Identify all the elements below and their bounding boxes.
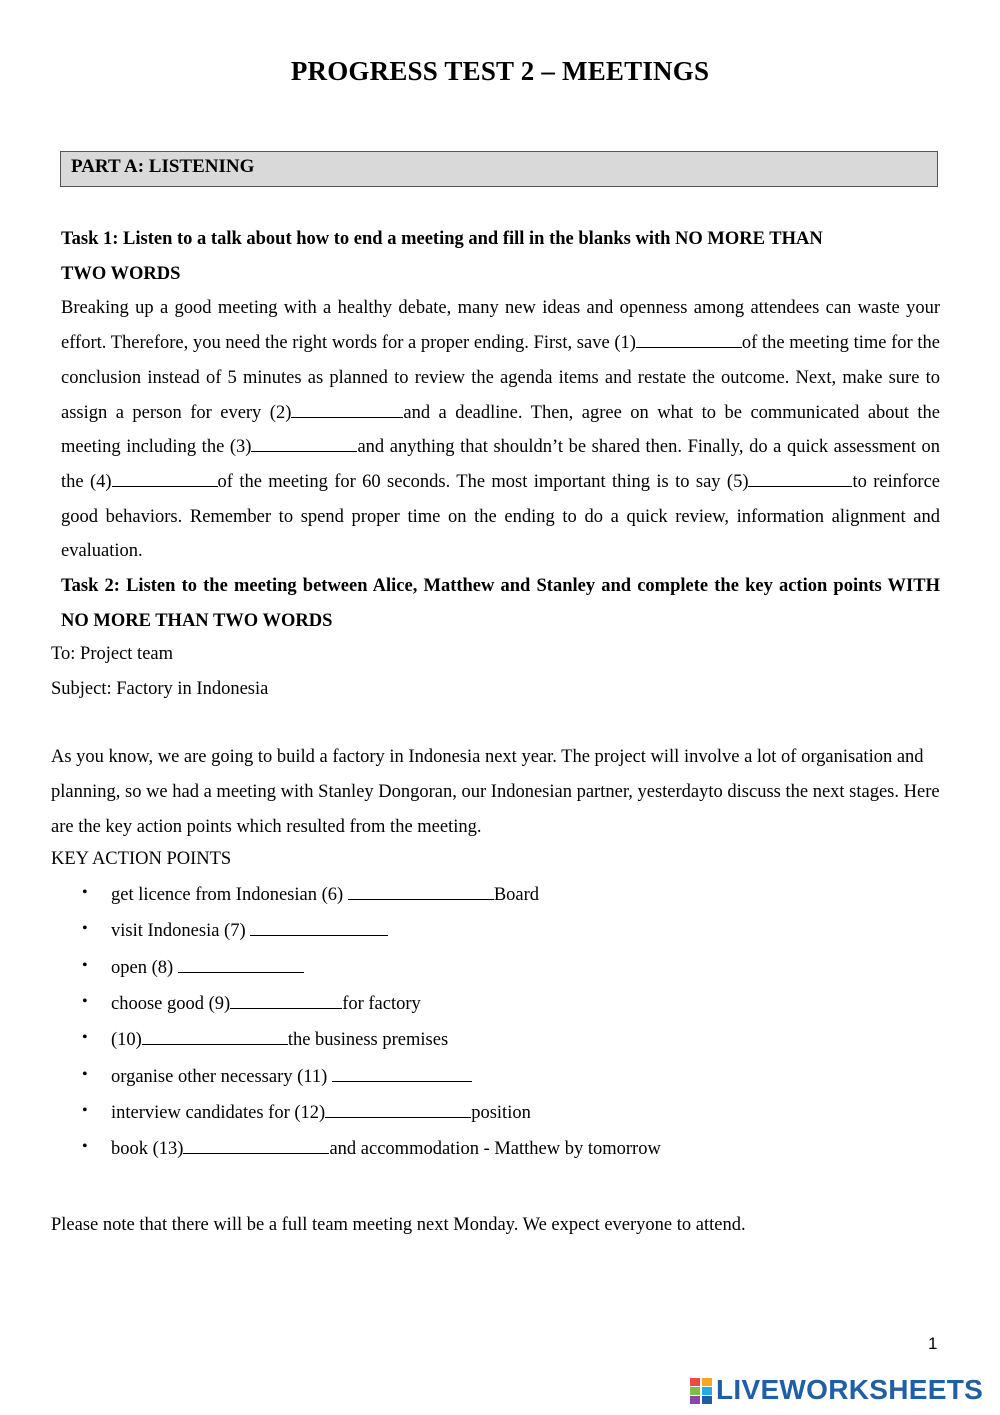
bullet-icon: • xyxy=(82,1138,88,1155)
part-a-label: PART A: LISTENING xyxy=(71,156,255,177)
memo-intro: As you know, we are going to build a factory in Indonesia next year. The project will involve a lot of organisation and planning, so we had a meeting with Stanley Dongoran, our Indonesian partner, yesterdayto discuss the next stages. Here are the key action points which resulted from the meeting. xyxy=(51,747,940,837)
blank-4[interactable] xyxy=(112,471,218,487)
blank-6[interactable] xyxy=(348,884,494,900)
task1-heading xyxy=(61,222,940,291)
bullet-icon: • xyxy=(82,920,88,937)
blank-7[interactable] xyxy=(250,920,388,936)
item-text: open (8) xyxy=(111,958,178,978)
item-text: get licence from Indonesian (6) xyxy=(111,885,348,905)
bullet-icon: • xyxy=(82,884,88,901)
task1-text-3: and a deadline. Then, agree on what to be communicated about the meeting including the (3) xyxy=(61,402,940,458)
item-text: position xyxy=(471,1103,531,1123)
task1-paragraph xyxy=(61,291,940,569)
task1-heading-line2: TWO WORDS xyxy=(61,263,181,284)
item-text: for factory xyxy=(342,994,421,1014)
blank-10[interactable] xyxy=(142,1029,288,1045)
item-text: the business premises xyxy=(287,1030,449,1050)
memo-subject: Subject: Factory in Indonesia xyxy=(51,679,269,699)
blank-12[interactable] xyxy=(325,1102,471,1118)
task1-heading-line1: Task 1: Listen to a talk about how to end a meeting and fill in the blanks with NO MORE THAN xyxy=(61,229,823,249)
item-text: visit Indonesia (7) xyxy=(111,921,251,941)
bullet-icon: • xyxy=(82,1066,88,1083)
key-action-points-label: KEY ACTION POINTS xyxy=(51,849,232,869)
item-text: interview candidates for (12) xyxy=(111,1103,326,1123)
task1-text-6: to reinforce good behaviors. Remember to spend proper time on the ending to do a quick review, information alignment and evaluation. xyxy=(61,471,940,562)
liveworksheets-logo-icon xyxy=(690,1378,712,1404)
task1-text-4: and anything that shouldn’t be shared then. Finally, do a quick assessment on the (4) xyxy=(61,437,940,492)
part-a-header xyxy=(60,151,938,187)
task1-section xyxy=(61,222,940,569)
bullet-icon: • xyxy=(82,993,88,1010)
task1-text-1: Breaking up a good meeting with a healthy debate, many new ideas and openness among attendees can waste your effort. Therefore, you need the right words for a proper ending. First, save (1) xyxy=(61,298,940,354)
blank-13[interactable] xyxy=(183,1138,329,1154)
blank-9[interactable] xyxy=(230,993,342,1009)
item-text: book (13) xyxy=(111,1139,184,1159)
item-text: choose good (9) xyxy=(111,994,231,1014)
bullet-icon: • xyxy=(82,1102,88,1119)
blank-2[interactable] xyxy=(291,402,403,418)
blank-1[interactable] xyxy=(636,332,742,348)
bullet-icon: • xyxy=(82,957,88,974)
blank-5[interactable] xyxy=(748,471,852,487)
task2-heading: Task 2: Listen to the meeting between Alice, Matthew and Stanley and complete the key action points WITH NO MORE THAN TWO WORDS xyxy=(61,576,940,631)
item-text: organise other necessary (11) xyxy=(111,1067,332,1087)
blank-8[interactable] xyxy=(178,957,304,973)
task1-text-2: of the meeting time for the conclusion instead of 5 minutes as planned to review the agenda items and restate the outcome. Next, make sure to assign a person for every (2) xyxy=(61,333,940,423)
item-text: Board xyxy=(493,885,540,905)
page-number: 1 xyxy=(928,1334,938,1353)
task1-text-5: of the meeting for 60 seconds. The most important thing is to say (5) xyxy=(217,471,749,492)
logo-text: LIVEWORKSHEETS xyxy=(716,1374,984,1405)
blank-11[interactable] xyxy=(332,1066,472,1082)
blank-3[interactable] xyxy=(251,436,357,452)
page-title: PROGRESS TEST 2 – MEETINGS xyxy=(290,56,710,86)
bullet-icon: • xyxy=(82,1029,88,1046)
item-text: and accommodation - Matthew by tomorrow xyxy=(329,1139,661,1159)
closing-note: Please note that there will be a full team meeting next Monday. We expect everyone to attend. xyxy=(51,1215,746,1235)
memo-to: To: Project team xyxy=(51,644,174,664)
item-text: (10) xyxy=(111,1030,142,1050)
